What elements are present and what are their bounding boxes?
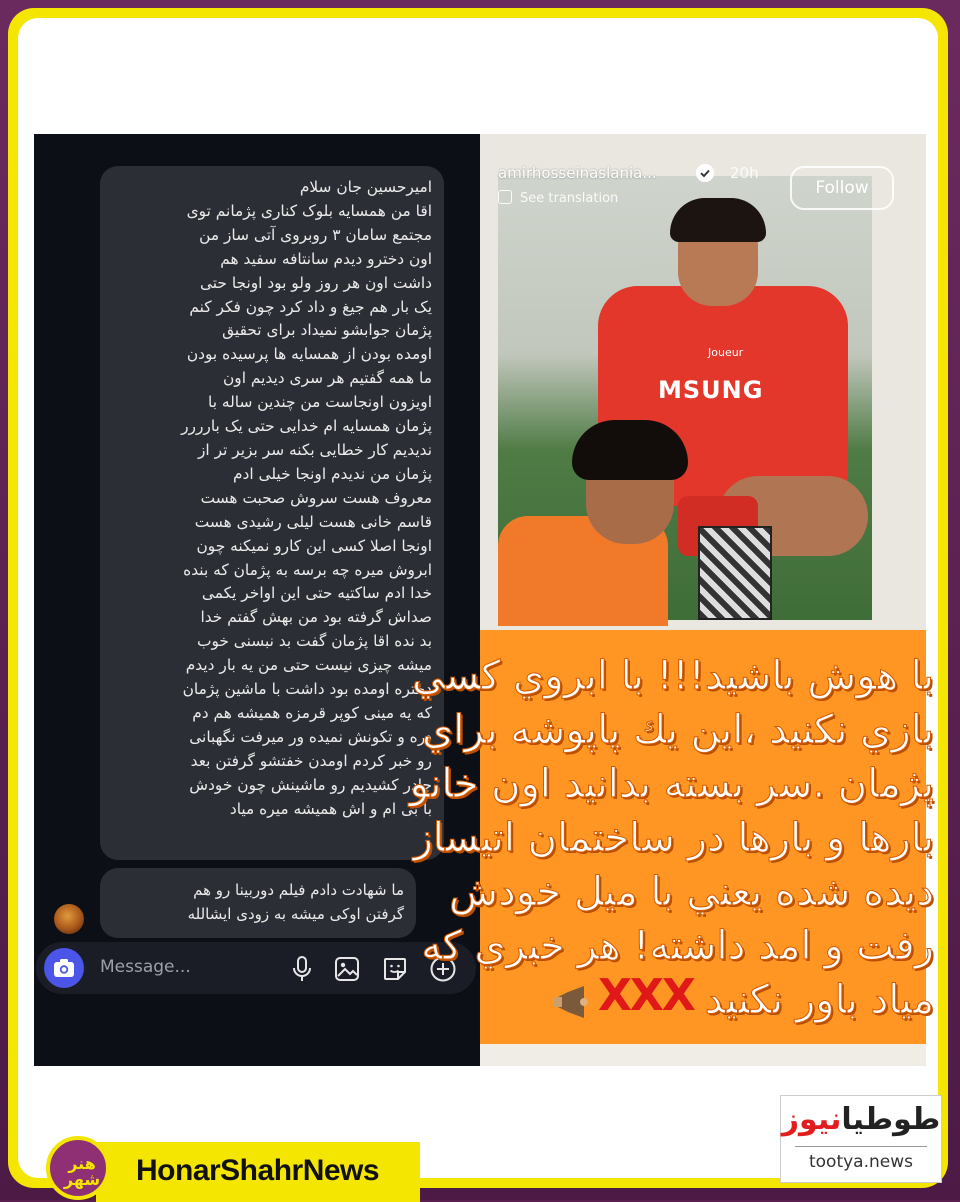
shirt-brand: Joueur — [708, 346, 744, 359]
overlay-text-line: بازي نكنيد ،اين يك پاپوشه براي — [421, 707, 934, 753]
story-header — [480, 152, 926, 206]
gallery-icon[interactable] — [334, 956, 360, 982]
message-line: داشت اون هر روز ولو بود اونجا حتی — [199, 273, 432, 292]
story-photo-area — [480, 134, 926, 630]
message-input[interactable]: Message... — [100, 957, 191, 977]
message-line: اویزون اونجاست من چندین ساله با — [208, 393, 432, 412]
sender-avatar[interactable] — [54, 904, 84, 934]
message-line: اونجا اصلا کسی این کارو نمیکنه چون — [196, 536, 432, 555]
see-translation-link[interactable] — [498, 190, 618, 206]
message-line: پژمان جوابشو نمیداد برای تحقیق — [222, 321, 432, 340]
message-line: امیرحسین جان سلام — [299, 178, 432, 196]
tootya-fa-dark: طوطیا — [841, 1102, 941, 1137]
tootya-logo-fa — [781, 1102, 941, 1137]
tootya-watermark — [780, 1095, 942, 1183]
screenshot-composite — [34, 134, 934, 1066]
message-composer[interactable] — [36, 942, 476, 994]
message-line: که یه مینی کوپر قرمزه همیشه هم دم — [192, 703, 432, 722]
player-kneeling-hair — [572, 420, 688, 480]
story-text-overlay — [409, 630, 934, 1044]
chat-panel — [34, 134, 480, 1066]
tootya-logo-en: tootya.news — [808, 1152, 913, 1172]
message-line: دره و تکونش نمیده ور میرفت نگهبانی — [189, 727, 432, 746]
overlay-text-line: بارها و بارها در ساختمان اتيساز — [413, 815, 934, 861]
message-line: اومده بودن از همسایه ها پرسیده بودن — [186, 345, 432, 364]
message-line: خدا ادم ساکتیه حتی این اواخر یکمی — [201, 584, 432, 603]
message-line: میشه چیزی نیست حتی من یه بار دیدم — [185, 656, 432, 675]
shirt-sponsor: MSUNG — [658, 376, 764, 404]
cross-marks: XXX — [598, 970, 694, 1021]
camera-icon — [53, 958, 75, 978]
message-line: بد نده اقا پژمان گفت بد نبسنی خوب — [196, 632, 432, 651]
verified-badge-icon — [696, 164, 714, 182]
message-line: ما شهادت دادم فیلم دوربینا رو هم — [193, 881, 404, 899]
message-line: صداش گرفته بود من بهش گفتم خدا — [200, 608, 432, 627]
message-line: با بی ام و اش همیشه میره میاد — [229, 799, 432, 818]
tootya-divider — [795, 1146, 927, 1147]
content-card — [18, 18, 941, 1189]
message-line: ابروش میره چه برسه به پژمان که بنده — [183, 560, 432, 579]
overlay-text-line: رفت و امد داشته! هر خبري كه — [421, 923, 934, 969]
player-standing-hair — [670, 198, 766, 242]
overlay-text-line: ديده شده يعني با ميل خودش — [449, 869, 934, 915]
honarshahr-logo-text: هنر شهر — [63, 1154, 101, 1189]
message-line: ما همه گفتیم هر سری دیدیم اون — [223, 369, 432, 388]
camera-button[interactable] — [44, 948, 84, 988]
message-line: پژمان من ندیدم اونجا خیلی ادم — [232, 464, 432, 483]
message-line: مجتمع سامان ۳ روبروی آتی ساز من — [199, 225, 432, 244]
honarshahr-logo — [46, 1136, 110, 1200]
message-bubble-long — [100, 166, 444, 860]
megaphone-icon — [550, 982, 590, 1022]
tootya-fa-red: نیوز — [781, 1102, 842, 1137]
message-line: دختره اومده بود داشت با ماشین پژمان — [182, 680, 432, 699]
message-line: اون دخترو دیدم سانتافه سفید هم — [220, 249, 432, 268]
overlay-text-line: پژمان .سر بسته بدانيد اون خانو — [409, 761, 934, 807]
story-username[interactable]: amirhosseinaslania... — [498, 164, 657, 182]
honarshahr-bar — [96, 1142, 420, 1202]
overlay-text-line: مياد باور نكنيد — [704, 977, 934, 1023]
message-line: یک بار هم جیغ و داد کرد چون فکر کنم — [189, 297, 432, 316]
microphone-icon[interactable] — [290, 956, 314, 982]
message-bubble-short — [100, 868, 416, 938]
honarshahr-name: HonarShahrNews — [136, 1154, 380, 1187]
message-line: قاسم خانی هست لیلی رشیدی هست — [194, 512, 432, 531]
overlay-text-line: با هوش باشید!!! با ابروي كسي — [412, 653, 934, 699]
message-line: چادر کشیدیم رو ماشینش چون خودش — [189, 775, 432, 794]
story-time: 20h — [730, 164, 759, 182]
translate-icon — [498, 190, 512, 204]
story-panel — [409, 134, 934, 1066]
sticker-icon[interactable] — [382, 956, 408, 982]
message-line: ندیدیم کار خطایی بکنه سر بزیر تر از — [198, 440, 432, 459]
message-line: پژمان همسایه ام خدایی حتی یک بارررر — [181, 417, 432, 436]
message-line: رو خبر کردم اومدن خفتشو گرفتن بعد — [190, 751, 432, 770]
bag-object — [698, 526, 772, 620]
see-translation-label: See translation — [520, 191, 619, 206]
message-line: معروف هست سروش صحبت هست — [200, 488, 432, 507]
follow-button[interactable]: Follow — [790, 166, 894, 210]
message-line: اقا من همسایه بلوک کناری پژمانم توی — [186, 201, 432, 220]
message-line: گرفتن اوکی میشه به زودی ایشالله — [187, 905, 404, 923]
players-photo — [498, 176, 872, 620]
